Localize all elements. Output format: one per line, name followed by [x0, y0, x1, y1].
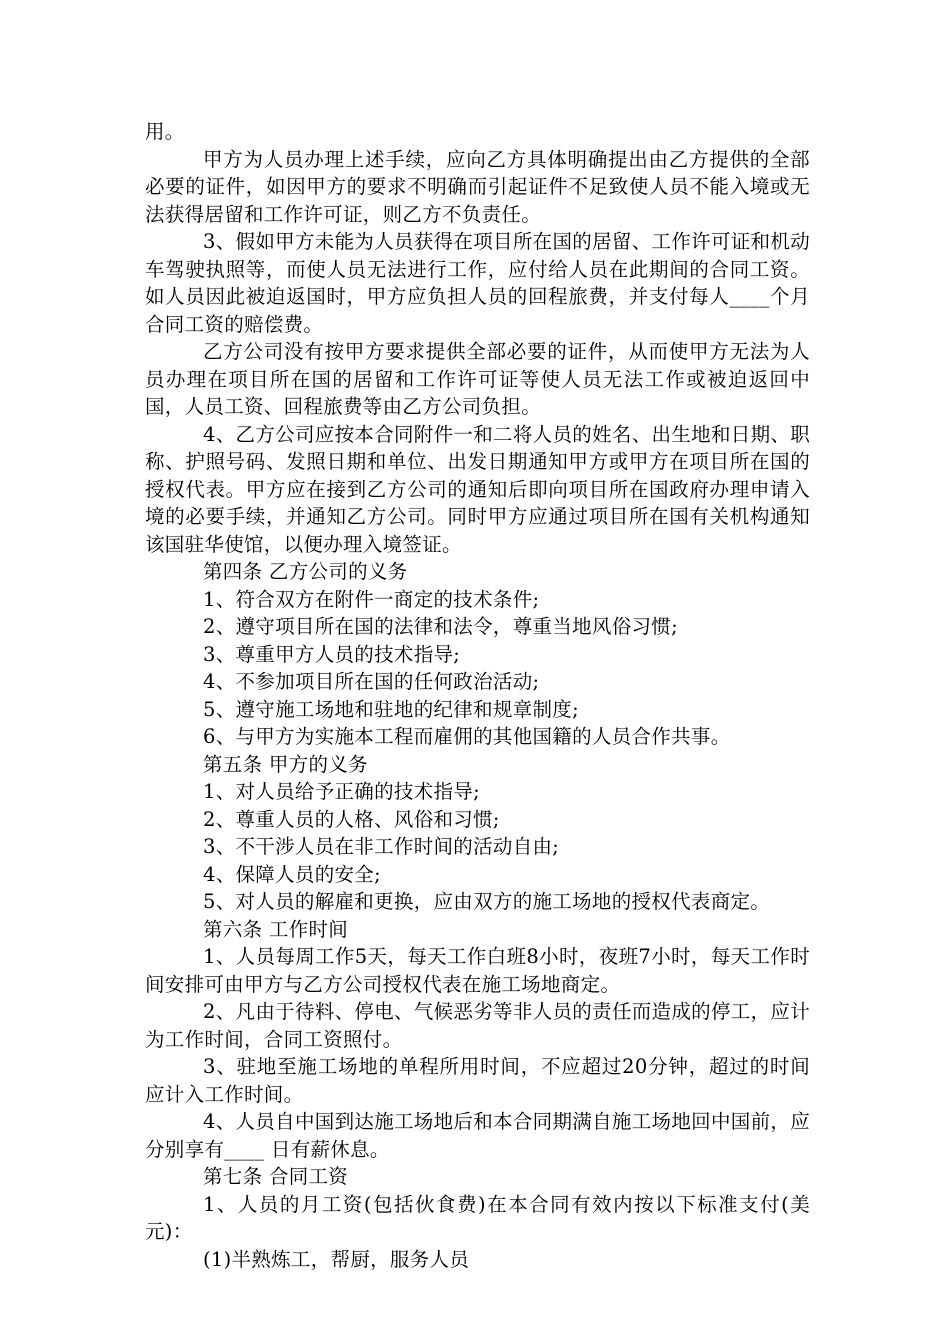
- paragraph: 4、乙方公司应按本合同附件一和二将人员的姓名、出生地和日期、职称、护照号码、发照日期和单位、出发日期通知甲方或甲方在项目所在国的授权代表。甲方应在接到乙方公司的通知后即向项目所在国政府办理申请入境的必要手续，并通知乙方公司。同时甲方应通过项目所在国有关机构通知该国驻华使馆，以便办理入境签证。: [145, 422, 810, 556]
- list-item: 1、对人员给予正确的技术指导;: [203, 780, 480, 803]
- paragraph: 3、驻地至施工场地的单程所用时间，不应超过20分钟，超过的时间应计入工作时间。: [145, 1055, 810, 1106]
- paragraph: 1、人员每周工作5天，每天工作白班8小时，夜班7小时，每天工作时间安排可由甲方与乙方公司授权代表在施工场地商定。: [145, 945, 810, 996]
- paragraph: 2、凡由于待料、停电、气候恶劣等非人员的责任而造成的停工，应计为工作时间，合同工资照付。: [145, 1000, 810, 1051]
- list-item: 5、遵守施工场地和驻地的纪律和规章制度;: [203, 697, 579, 721]
- paragraph: 用。: [145, 120, 185, 143]
- article-heading: 第五条 甲方的义务: [203, 752, 368, 776]
- article-heading: 第七条 合同工资: [203, 1165, 349, 1188]
- paragraph: 3、假如甲方未能为人员获得在项目所在国的居留、工作许可证和机动车驾驶执照等，而使人员无法进行工作，应付给人员在此期间的合同工资。如人员因此被迫返国时，甲方应负担人员的回程旅费，并支付每人____个月合同工资的赔偿费。: [145, 230, 811, 336]
- list-item: 4、保障人员的安全;: [203, 862, 381, 886]
- list-item: 5、对人员的解雇和更换，应由双方的施工场地的授权代表商定。: [203, 890, 771, 913]
- article-heading: 第六条 工作时间: [203, 917, 349, 941]
- paragraph: 1、人员的月工资(包括伙食费)在本合同有效内按以下标准支付(美元)：: [145, 1192, 810, 1243]
- list-item: 2、遵守项目所在国的法律和法令，尊重当地风俗习惯;: [203, 615, 678, 638]
- list-item: 2、尊重人员的人格、风俗和习惯;: [203, 807, 500, 831]
- article-heading: 第四条 乙方公司的义务: [203, 560, 408, 583]
- list-item: (1)半熟炼工，帮厨，服务人员: [203, 1247, 470, 1271]
- paragraph: 乙方公司没有按甲方要求提供全部必要的证件，从而使甲方无法为人员办理在项目所在国的居留和工作许可证等使人员无法工作或被迫返回中国，人员工资、回程旅费等由乙方公司负担。: [145, 340, 810, 418]
- paragraph: 4、人员自中国到达施工场地后和本合同期满自施工场地回中国前，应分别享有____ 日有薪休息。: [145, 1110, 810, 1161]
- list-item: 4、不参加项目所在国的任何政治活动;: [203, 670, 540, 693]
- list-item: 6、与甲方为实施本工程而雇佣的其他国籍的人员合作共事。: [203, 725, 731, 748]
- list-item: 3、不干涉人员在非工作时间的活动自由;: [203, 835, 560, 858]
- list-item: 3、尊重甲方人员的技术指导;: [203, 642, 461, 666]
- list-item: 1、符合双方在附件一商定的技术条件;: [203, 587, 540, 611]
- document-page: [145, 118, 810, 1273]
- paragraph: 甲方为人员办理上述手续，应向乙方具体明确提出由乙方提供的全部必要的证件，如因甲方的要求不明确而引起证件不足致使人员不能入境或无法获得居留和工作许可证，则乙方不负责任。: [145, 147, 810, 226]
